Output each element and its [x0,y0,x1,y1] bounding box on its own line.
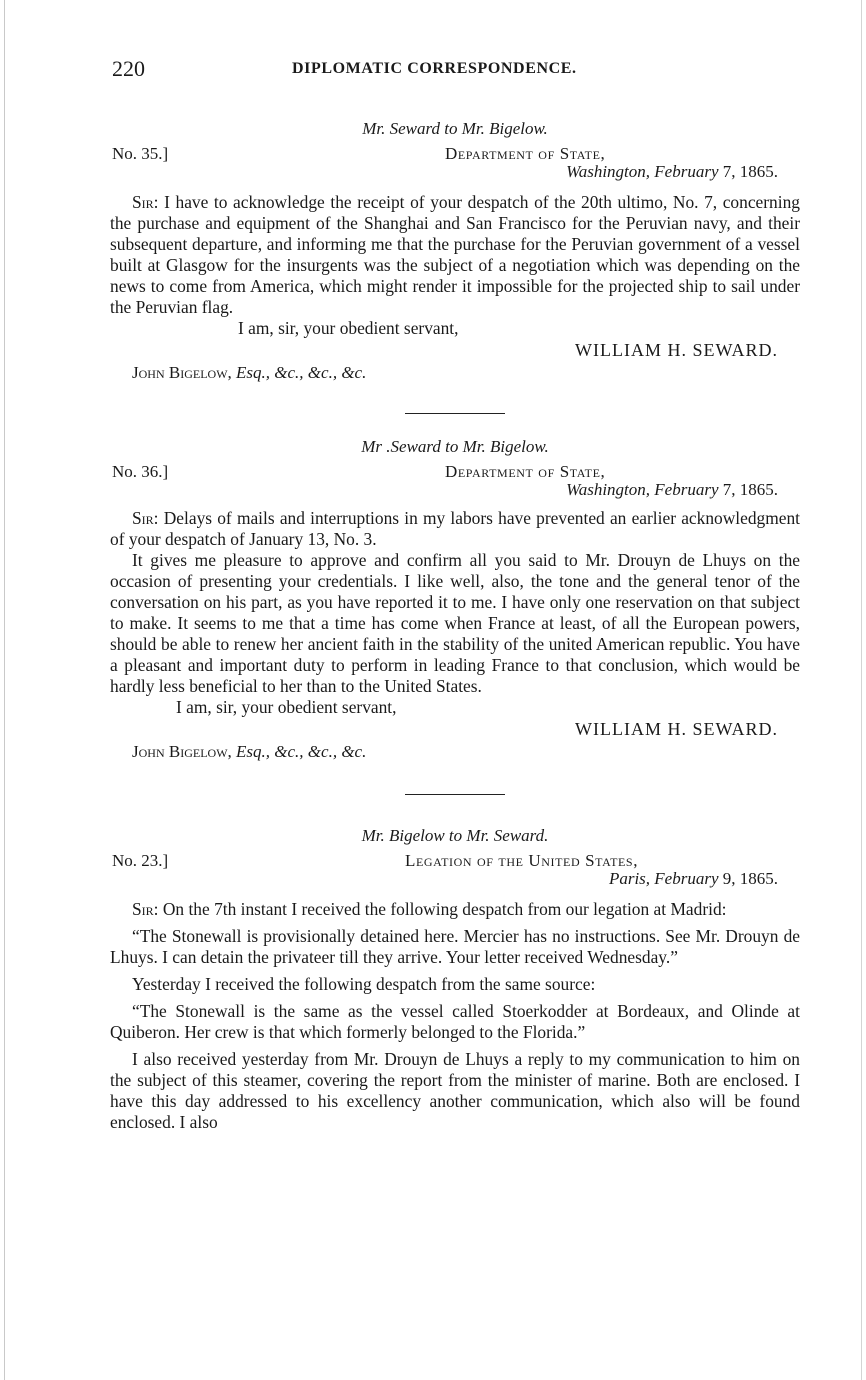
quoted-despatch: “The Stonewall is provisionally detained here. Mercier has no instructions. See Mr. Drouyn de Lhuys. I can detain the privateer till they arrive. Your letter received Wednesday.” [110,926,800,967]
letter-paragraph [110,508,800,550]
paragraph-text: On the 7th instant I received the following despatch from our legation at Madrid: [162,899,727,919]
sender-office: Legation of the United States, [405,851,639,870]
dateline-month: February [654,869,719,888]
dateline [566,480,778,500]
document-page [110,56,800,1133]
letter-header [110,460,800,504]
letter-header [110,142,800,186]
page-number: 220 [112,56,145,81]
addressee-name: John Bigelow, [132,363,232,382]
salutation: Sir: [132,508,159,528]
paragraph-text: Delays of mails and interruptions in my labors have prevented an earlier acknowledgment of your despatch of January 13, No. 3. [110,508,800,549]
sender-office: Department of State, [445,462,606,481]
dateline [566,162,778,182]
dateline [609,869,778,889]
letter-heading: Mr. Seward to Mr. Bigelow. [362,119,548,138]
dateline-place: Washington, [566,480,651,499]
addressee-title: Esq., &c., &c., &c. [236,742,367,761]
letter-paragraph [110,899,800,920]
dateline-day-year: 7, 1865. [722,480,778,499]
addressee [132,361,800,385]
dateline-day-year: 9, 1865. [722,869,778,888]
dateline-place: Washington, [566,162,651,181]
sender-office: Department of State, [445,144,606,163]
salutation: Sir: [132,899,159,919]
letter-no-36 [110,434,800,764]
page-edge-right [861,0,862,1380]
letter-paragraph [110,192,800,318]
letter-number: No. 23.] [112,851,169,870]
letter-paragraph: It gives me pleasure to approve and confirm all you said to Mr. Drouyn de Lhuys on the occasion of presenting your credentials. I like well, also, the tone and the general tenor of the conversation on his part, as you have reported it to me. I have only one reservation on that subject to make. It seems to me that a time has come when France at least, of all the European powers, should be able to renew her ancient faith in the stability of the united American republic. You have a pleasant and important duty to perform in leading France to that conclusion, which would be hardly less beneficial to her than to the United States. [110,550,800,696]
letter-number: No. 35.] [112,144,169,163]
addressee-title: Esq., &c., &c., &c. [236,363,367,382]
addressee [132,740,800,764]
signature: WILLIAM H. SEWARD. [575,719,778,739]
dateline-day-year: 7, 1865. [722,162,778,181]
dateline-month: February [654,162,719,181]
letter-header [110,849,800,893]
addressee-name: John Bigelow, [132,742,232,761]
closing: I am, sir, your obedient servant, [238,318,459,338]
signature: WILLIAM H. SEWARD. [575,340,778,360]
letter-no-23 [110,823,800,1133]
letter-heading: Mr. Bigelow to Mr. Seward. [361,826,549,845]
letter-no-35 [110,116,800,385]
salutation: Sir: [132,192,159,212]
paragraph-text: I have to acknowledge the receipt of your despatch of the 20th ultimo, No. 7, concerning the purchase and equipment of the Shanghai and San Francisco for the Peruvian navy, and their subsequent departure, and informing me that the purchase for the Peruvian government of a vessel built at Glasgow for the insurgents was the subject of a negotiation which was depending on the news to come from America, which might render it impossible for the projected ship to sail under the Peruvian flag. [110,192,800,317]
dateline-month: February [654,480,719,499]
letter-paragraph: I also received yesterday from Mr. Drouyn de Lhuys a reply to my communication to him on the subject of this steamer, covering the report from the minister of marine. Both are enclosed. I have this day addressed to his excellency another communication, which also will be found enclosed. I also [110,1049,800,1132]
running-head [110,56,800,88]
page-edge-left [4,0,5,1380]
separator-rule [405,413,505,414]
separator-rule [405,794,505,795]
closing: I am, sir, your obedient servant, [176,697,397,717]
letter-heading: Mr .Seward to Mr. Bigelow. [361,437,549,456]
quoted-despatch: “The Stonewall is the same as the vessel called Stoerkodder at Bordeaux, and Olinde at Quiberon. Her crew is that which formerly belonged to the Florida.” [110,1001,800,1042]
letter-number: No. 36.] [112,462,169,481]
running-title: DIPLOMATIC CORRESPONDENCE. [292,60,577,77]
dateline-place: Paris, [608,869,651,888]
letter-paragraph: Yesterday I received the following despatch from the same source: [132,974,596,994]
